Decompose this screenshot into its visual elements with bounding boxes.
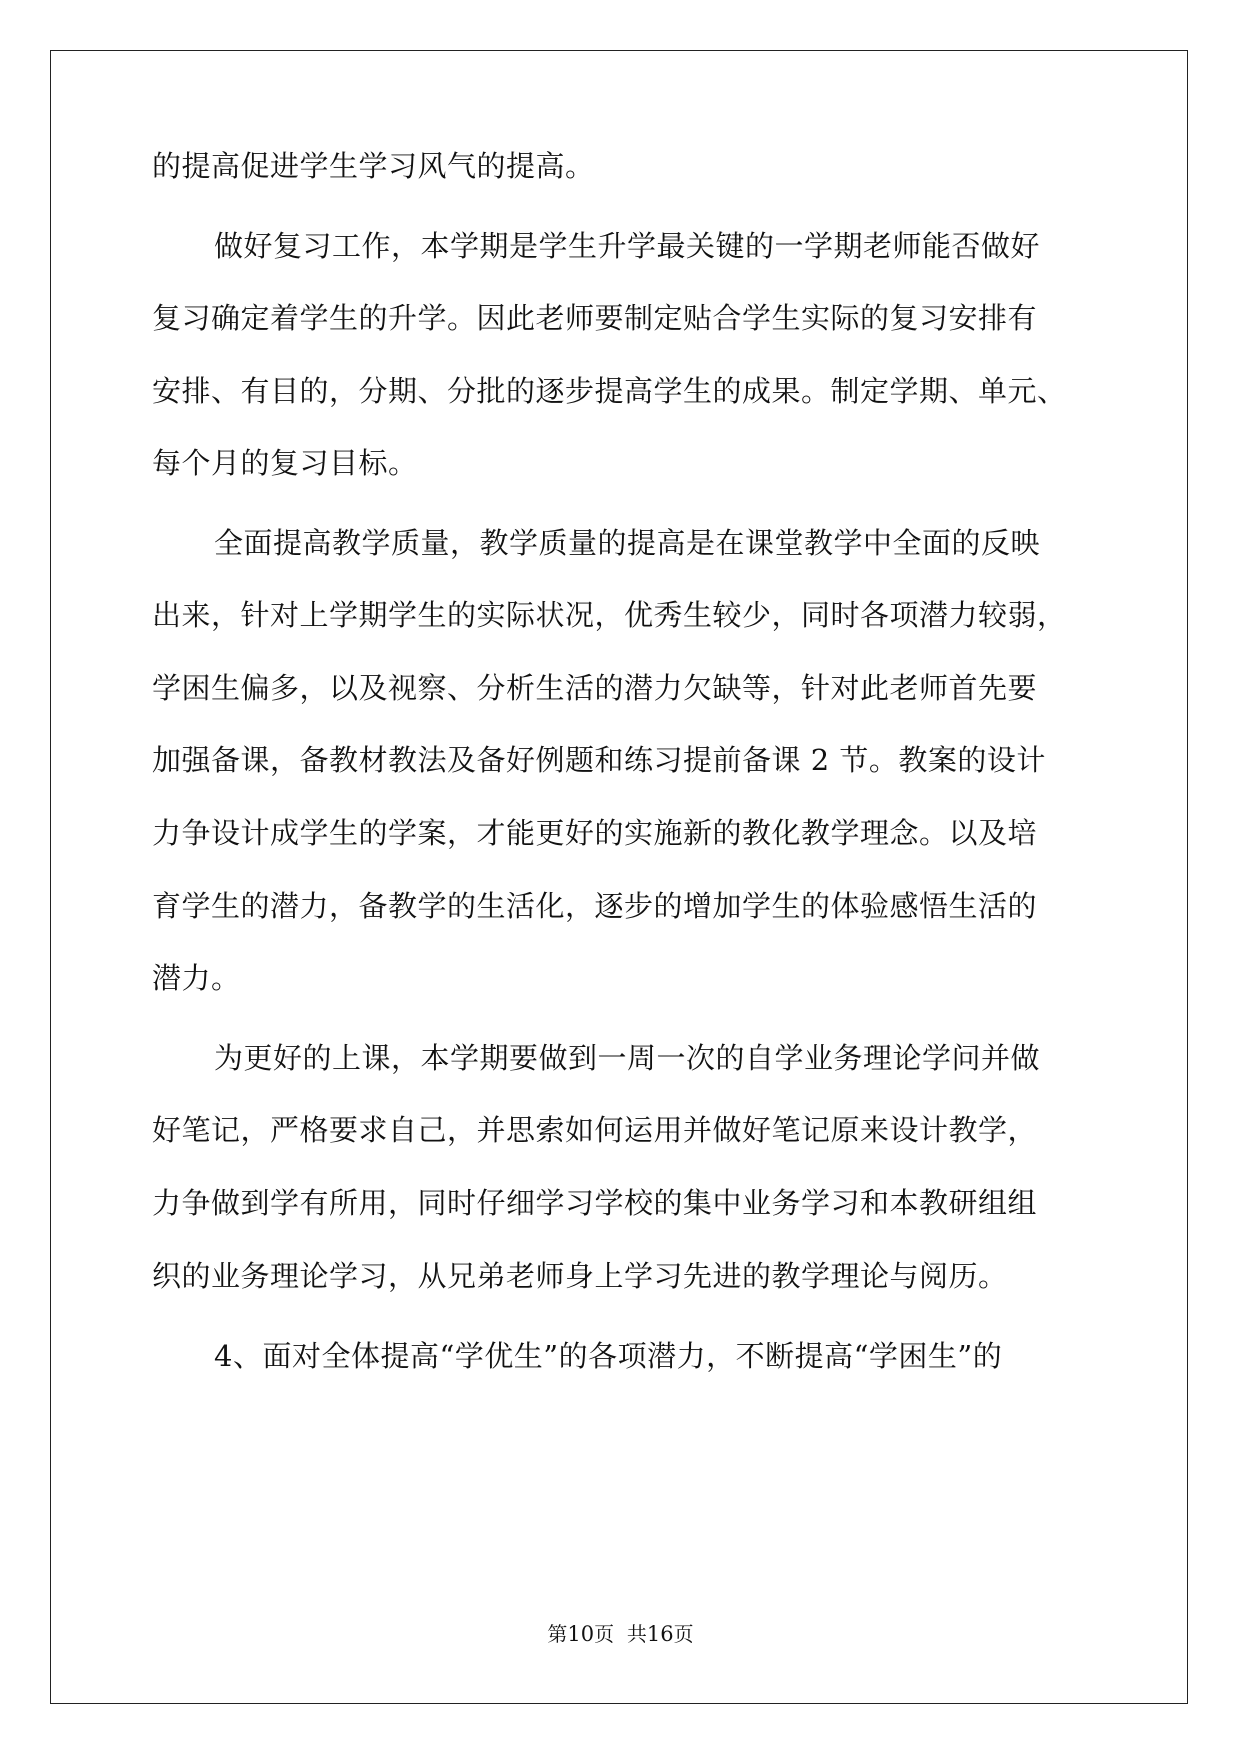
text-line: 安排、有目的，分期、分批的逐步提高学生的成果。制定学期、单元、 (152, 374, 1067, 408)
text-line: 出来，针对上学期学生的实际状况，优秀生较少，同时各项潜力较弱， (152, 598, 1067, 632)
page-footer (0, 1622, 1241, 1646)
page-current: 10 (567, 1622, 595, 1646)
text-line: 好笔记，严格要求自己，并思索如何运用并做好笔记原来设计教学， (152, 1113, 1038, 1147)
text-line: 潜力。 (152, 961, 241, 995)
text-line: 4、面对全体提高“学优生”的各项潜力，不断提高“学困生”的 (214, 1339, 1003, 1373)
text-line: 全面提高教学质量，教学质量的提高是在课堂教学中全面的反映 (214, 526, 1041, 560)
page-mid: 页 共 (594, 1622, 647, 1646)
text-line: 织的业务理论学习，从兄弟老师身上学习先进的教学理论与阅历。 (152, 1259, 1008, 1293)
text-line: 每个月的复习目标。 (152, 446, 418, 480)
page-total: 16 (646, 1622, 674, 1646)
text-line: 力争设计成学生的学案，才能更好的实施新的教化教学理念。以及培 (152, 816, 1038, 850)
text-line: 育学生的潜力，备教学的生活化，逐步的增加学生的体验感悟生活的 (152, 889, 1038, 923)
text-line: 复习确定着学生的升学。因此老师要制定贴合学生实际的复习安排有 (152, 301, 1038, 335)
text-line: 做好复习工作，本学期是学生升学最关键的一学期老师能否做好 (214, 229, 1041, 263)
text-line: 加强备课，备教材教法及备好例题和练习提前备课 2 节。教案的设计 (152, 743, 1046, 777)
page-prefix: 第 (547, 1622, 568, 1646)
text-line: 为更好的上课，本学期要做到一周一次的自学业务理论学问并做 (214, 1041, 1041, 1075)
text-line: 力争做到学有所用，同时仔细学习学校的集中业务学习和本教研组组 (152, 1186, 1038, 1220)
text-line: 学困生偏多，以及视察、分析生活的潜力欠缺等，针对此老师首先要 (152, 671, 1038, 705)
text-line: 的提高促进学生学习风气的提高。 (152, 149, 595, 183)
page-border (50, 50, 1188, 1704)
page-suffix: 页 (673, 1622, 694, 1646)
